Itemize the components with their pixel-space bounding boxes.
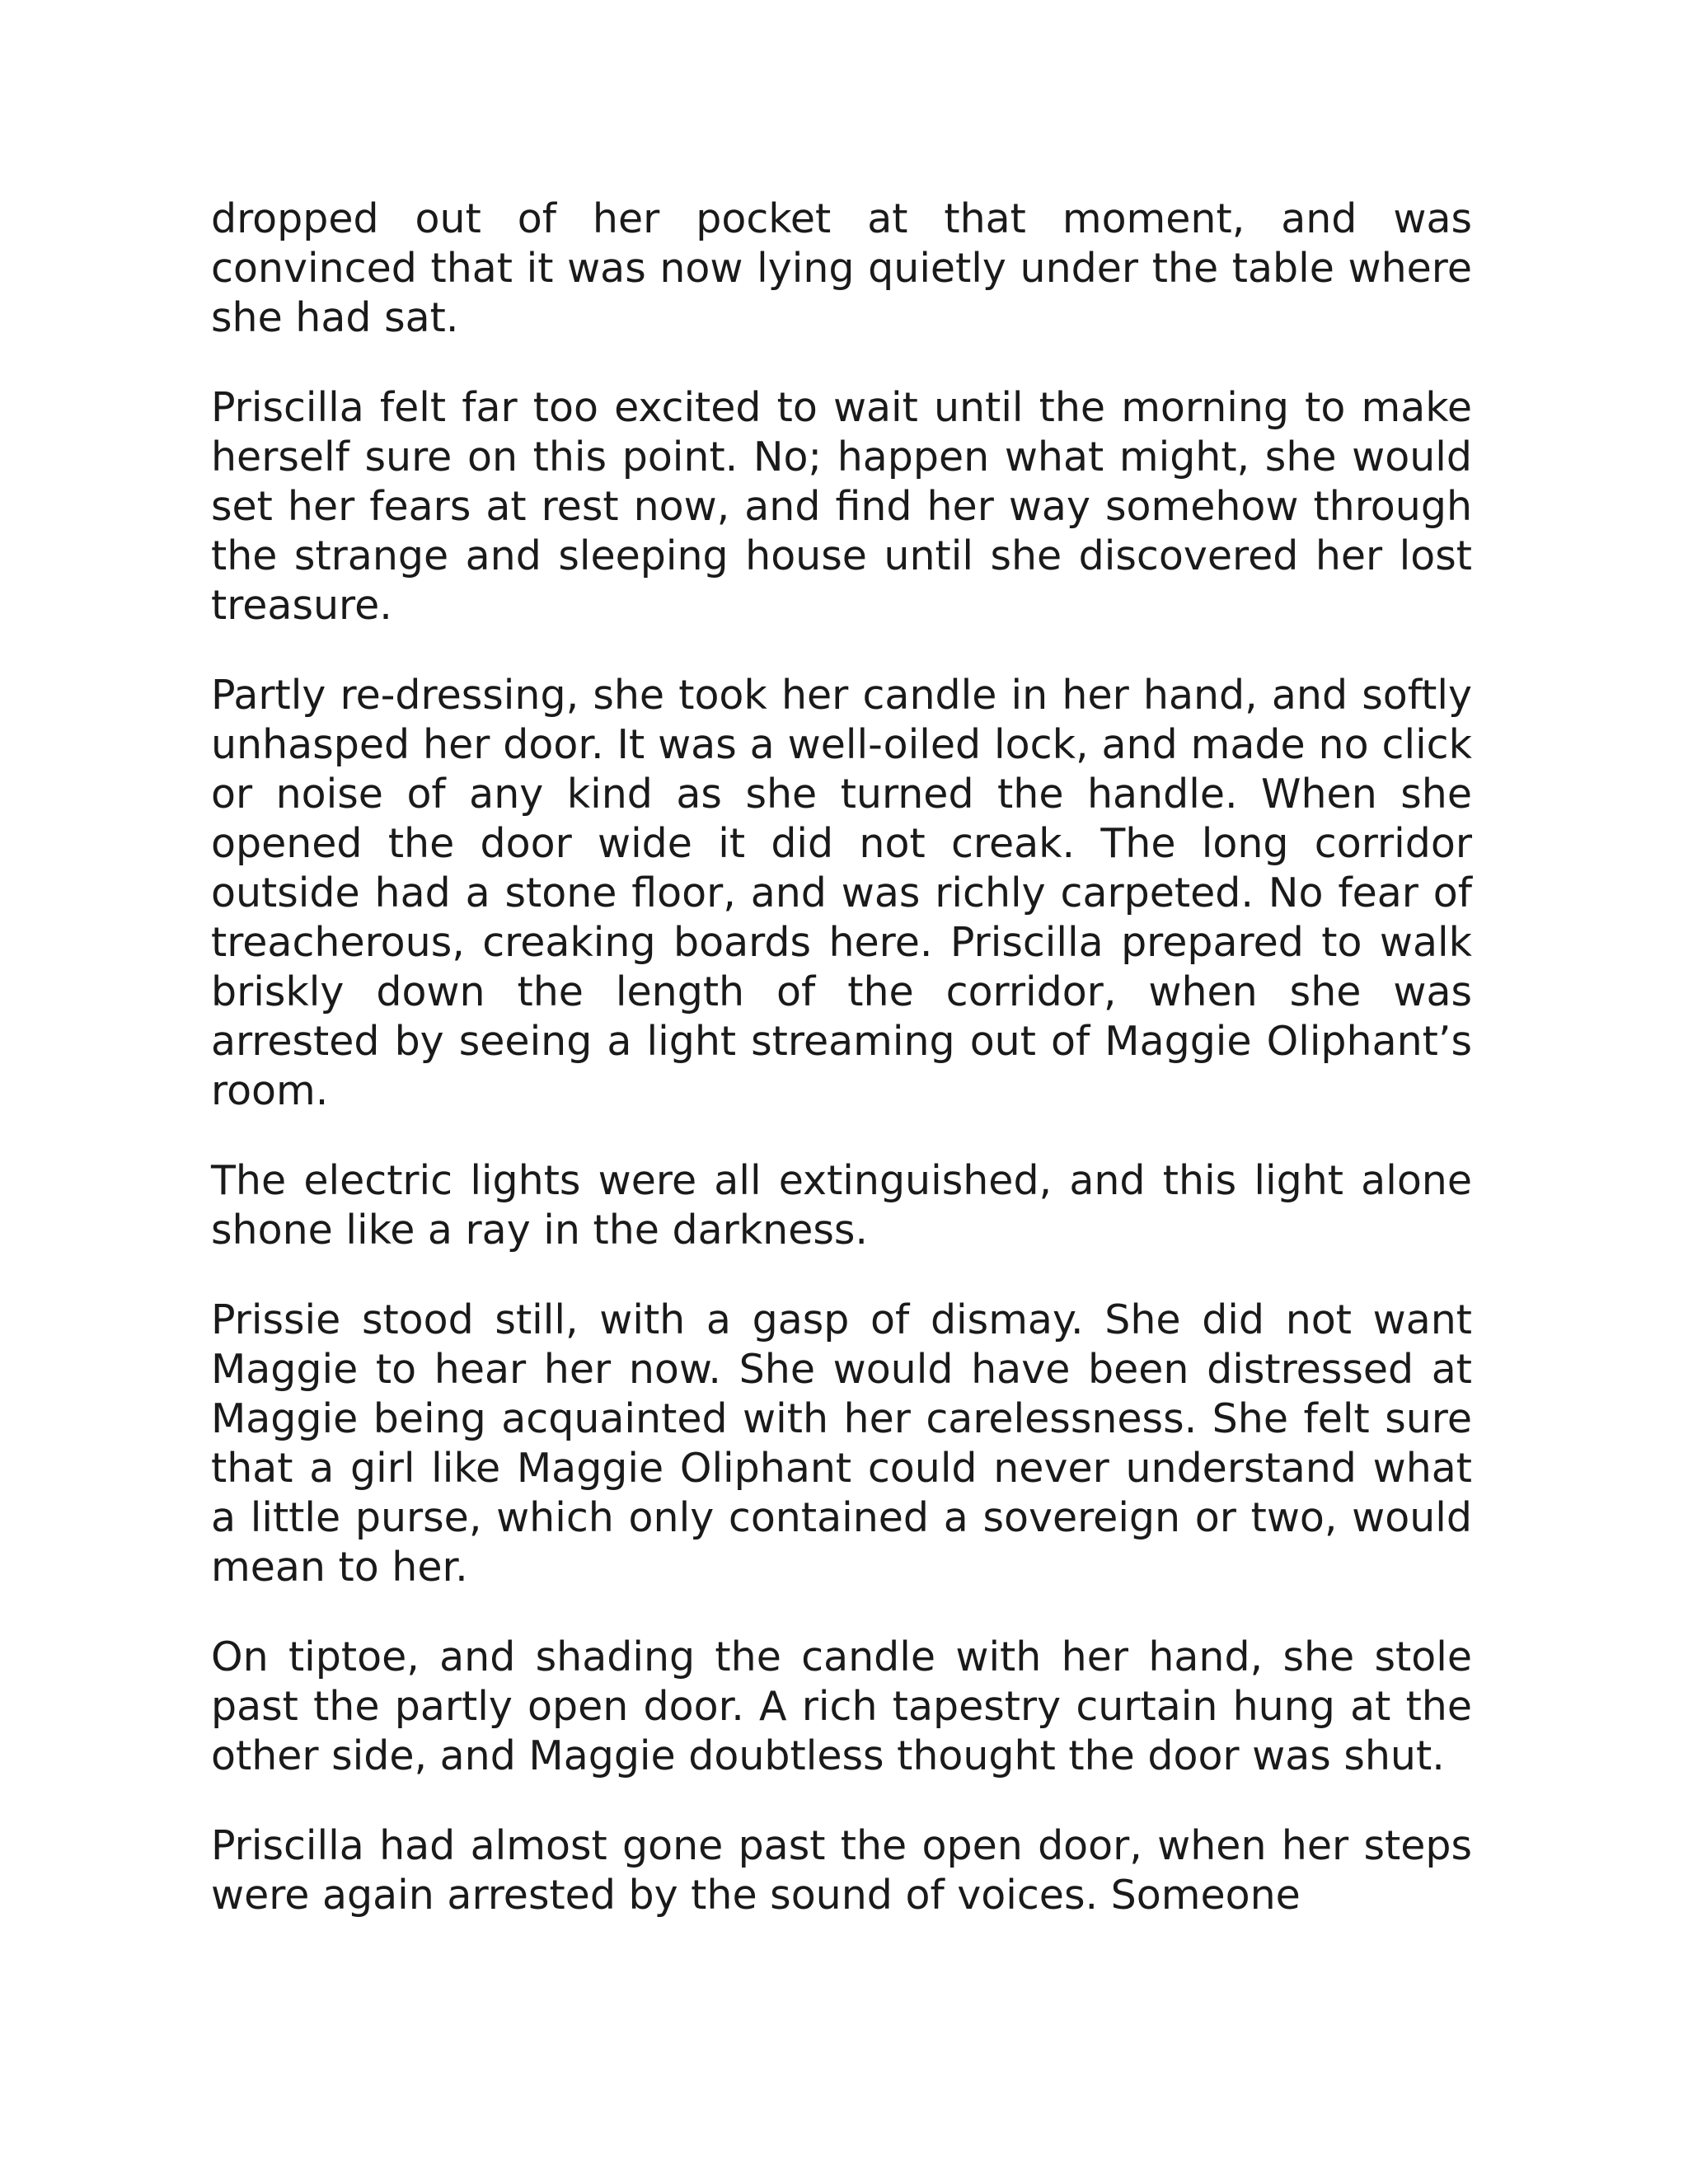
paragraph-2: Priscilla felt far too excited to wait until the morning to make herself sure on this point. No; happen what might, she would set her fears at rest now, and find her way somehow through the strange and sleeping house until she discovered her lost treasure. (211, 384, 1472, 629)
paragraph-4: The electric lights were all extinguished, and this light alone shone like a ray in the darkness. (211, 1157, 1472, 1254)
paragraph-7: Priscilla had almost gone past the open door, when her steps were again arrested by the sound of voices. Someone (211, 1822, 1472, 1919)
paragraph-1: dropped out of her pocket at that moment, and was convinced that it was now lying quietly under the table where she had sat. (211, 195, 1472, 341)
paragraph-6: On tiptoe, and shading the candle with her hand, she stole past the partly open door. A rich tapestry curtain hung at the other side, and Maggie doubtless thought the door was shut. (211, 1633, 1472, 1779)
page-body (211, 194, 1472, 1920)
paragraph-5: Prissie stood still, with a gasp of dismay. She did not want Maggie to hear her now. She would have been distressed at Maggie being acquainted with her carelessness. She felt sure that a girl like Maggie Oliphant could never understand what a little purse, which only contained a sovereign or two, would mean to her. (211, 1296, 1472, 1591)
paragraph-3: Partly re-dressing, she took her candle in her hand, and softly unhasped her door. It was a well-oiled lock, and made no click or noise of any kind as she turned the handle. When she opened the door wide it did not creak. The long corridor outside had a stone floor, and was richly carpeted. No fear of treacherous, creaking boards here. Priscilla prepared to walk briskly down the length of the corridor, when she was arrested by seeing a light streaming out of Maggie Oliphant’s room. (211, 672, 1472, 1114)
